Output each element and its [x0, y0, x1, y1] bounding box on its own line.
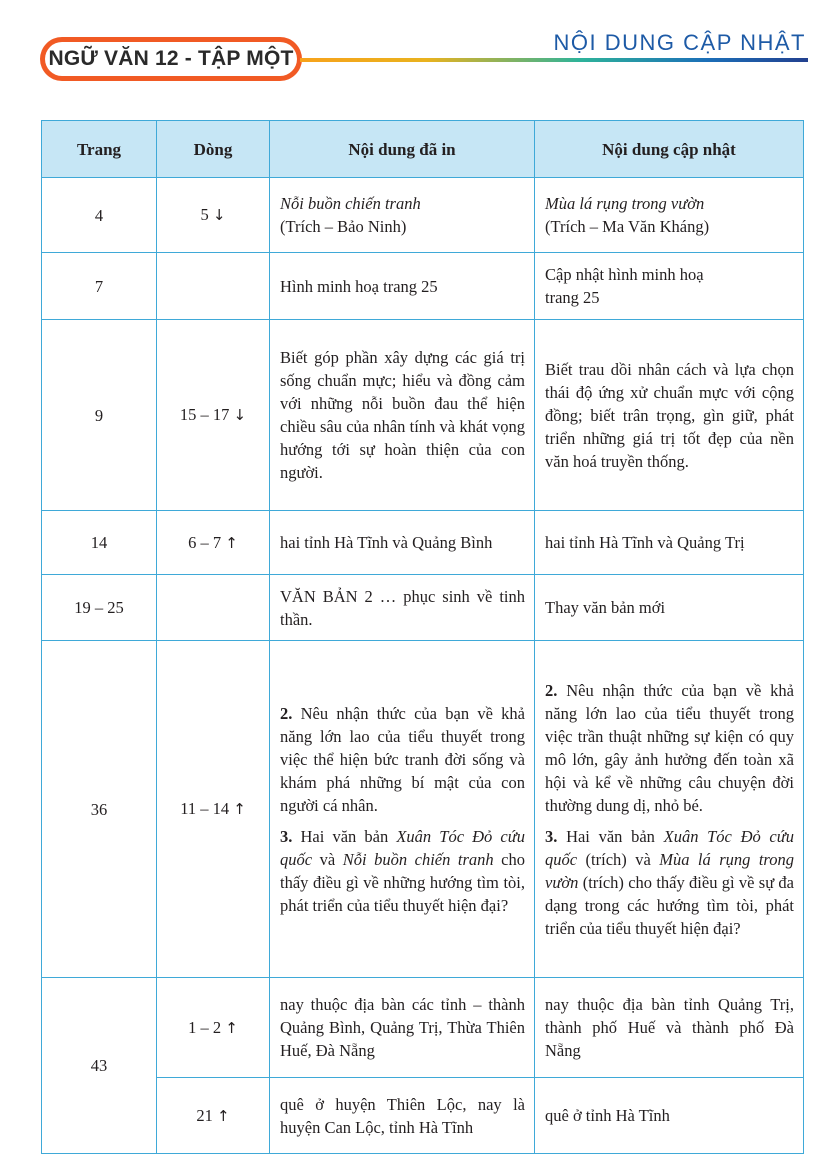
cell-page: 4 [42, 178, 157, 253]
cell-page: 19 – 25 [42, 575, 157, 641]
cell-updated: nay thuộc địa bàn tỉnh Quảng Trị, thành phố Huế và thành phố Đà Nẵng [535, 978, 804, 1078]
page-header [0, 0, 840, 100]
table-row [42, 253, 804, 320]
table-row [42, 575, 804, 641]
header-line: Dòng [157, 121, 270, 178]
cell-line: 15 – 17 ↓ [157, 320, 270, 511]
table-row [42, 511, 804, 575]
cell-updated: Thay văn bản mới [535, 575, 804, 641]
cell-page: 9 [42, 320, 157, 511]
header-divider [300, 58, 808, 62]
arrow-up-icon: ↑ [225, 1018, 238, 1037]
cell-line: 1 – 2 ↑ [157, 978, 270, 1078]
header-printed-content: Nội dung đã in [270, 121, 535, 178]
cell-printed: quê ở huyện Thiên Lộc, nay là huyện Can Lộc, tỉnh Hà Tĩnh [270, 1078, 535, 1154]
cell-updated: quê ở tỉnh Hà Tĩnh [535, 1078, 804, 1154]
cell-line: 6 – 7 ↑ [157, 511, 270, 575]
arrow-up-icon: ↑ [225, 533, 238, 552]
cell-page: 14 [42, 511, 157, 575]
cell-printed: Nỗi buồn chiến tranh (Trích – Bảo Ninh) [270, 178, 535, 253]
cell-page: 36 [42, 641, 157, 978]
cell-printed: Biết góp phần xây dựng các giá trị sống chuẩn mực; hiểu và đồng cảm với những nỗi buồn đau thể hiện chiều sâu của nhân tính và khát vọng hướng tới sự hoàn thiện của con người. [270, 320, 535, 511]
arrow-up-icon: ↑ [233, 800, 246, 818]
table-header-row [42, 121, 804, 178]
cell-updated: hai tỉnh Hà Tĩnh và Quảng Trị [535, 511, 804, 575]
cell-updated: Biết trau dồi nhân cách và lựa chọn thái độ ứng xử chuẩn mực với cộng đồng; biết trân trọng, gìn giữ, phát triển những giá trị tốt đẹp của nền văn hoá truyền thống. [535, 320, 804, 511]
arrow-down-icon: ↓ [212, 206, 226, 224]
cell-updated: Cập nhật hình minh hoạ trang 25 [535, 253, 804, 320]
update-table [41, 120, 804, 1154]
header-updated-content: Nội dung cập nhật [535, 121, 804, 178]
cell-printed: hai tỉnh Hà Tĩnh và Quảng Bình [270, 511, 535, 575]
book-label-badge [40, 37, 302, 81]
cell-updated: Mùa lá rụng trong vườn (Trích – Ma Văn Kháng) [535, 178, 804, 253]
cell-updated: 2. Nêu nhận thức của bạn về khả năng lớn lao của tiểu thuyết trong việc trần thuật những sự kiện có quy mô lớn, gây ảnh hưởng đến toàn xã hội và kể về những câu chuyện đời thường dung dị, nhỏ bé. 3. Hai văn bản Xuân Tóc Đỏ cứu quốc (trích) và Mùa lá rụng trong vườn (trích) cho thấy điều gì về sự đa dạng trong các hướng tìm tòi, phát triển của tiểu thuyết hiện đại? [535, 641, 804, 978]
book-title: NGỮ VĂN 12 - TẬP MỘT [48, 47, 294, 70]
table-row [42, 641, 804, 978]
header-page: Trang [42, 121, 157, 178]
table-row [42, 178, 804, 253]
cell-printed: Hình minh hoạ trang 25 [270, 253, 535, 320]
section-title: NỘI DUNG CẬP NHẬT [553, 30, 806, 55]
cell-page: 7 [42, 253, 157, 320]
cell-line: 21 ↑ [157, 1078, 270, 1154]
arrow-down-icon: ↓ [233, 406, 247, 424]
update-table-wrapper [41, 120, 804, 1154]
cell-line [157, 253, 270, 320]
table-row [42, 1078, 804, 1154]
table-row [42, 978, 804, 1078]
cell-line [157, 575, 270, 641]
cell-page: 43 [42, 978, 157, 1154]
cell-line: 5 ↓ [157, 178, 270, 253]
cell-line: 11 – 14 ↑ [157, 641, 270, 978]
cell-printed: VĂN BẢN 2 … phục sinh về tinh thần. [270, 575, 535, 641]
cell-printed: 2. Nêu nhận thức của bạn về khả năng lớn lao của tiểu thuyết trong việc thể hiện bức tranh đời sống và khám phá những bí mật của con người cá nhân. 3. Hai văn bản Xuân Tóc Đỏ cứu quốc và Nỗi buồn chiến tranh cho thấy điều gì về những hướng tìm tòi, phát triển của tiểu thuyết hiện đại? [270, 641, 535, 978]
arrow-up-icon: ↑ [217, 1106, 230, 1125]
cell-printed: nay thuộc địa bàn các tỉnh – thành Quảng Bình, Quảng Trị, Thừa Thiên Huế, Đà Nẵng [270, 978, 535, 1078]
table-row [42, 320, 804, 511]
